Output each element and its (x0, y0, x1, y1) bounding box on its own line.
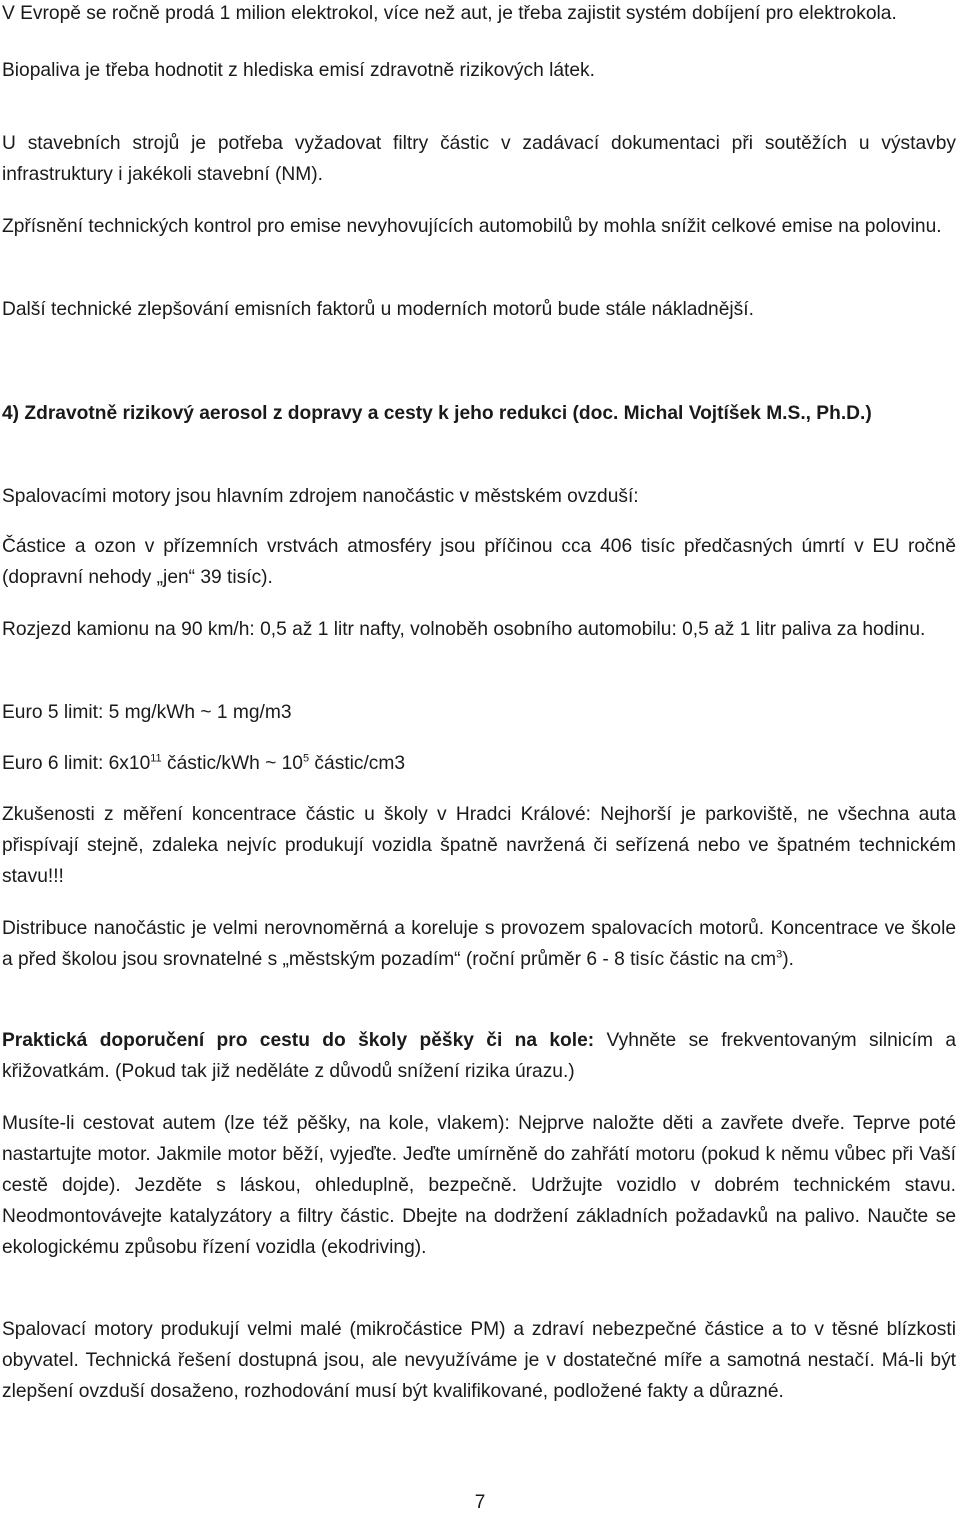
paragraph-technical-inspections: Zpřísnění technických kontrol pro emise nevyhovujících automobilů by mohla snížit celkové emise na polovinu. (2, 216, 942, 237)
paragraph-practical-recommendations (2, 1025, 956, 1087)
recommendations-heading: Praktická doporučení pro cestu do školy pěšky či na kole: (2, 1030, 595, 1051)
paragraph-euro6-limit (2, 748, 956, 779)
paragraph-biofuels: Biopaliva je třeba hodnotit z hlediska emisí zdravotně rizikových látek. (2, 60, 595, 81)
paragraph-distribution (2, 913, 956, 975)
distribution-exponent: 3 (776, 948, 783, 961)
paragraph-school-measurements: Zkušenosti z měření koncentrace částic u školy v Hradci Králové: Nejhorší je parkoviště, ne všechna auta přispívají stejně, zdaleka nejvíc produkují vozidla špatně navržená či seřízená nebo ve špatném technickém stavu!!! (2, 804, 956, 887)
euro6-text-a: Euro 6 limit: 6x10 (2, 753, 151, 774)
page-number: 7 (474, 1492, 486, 1513)
paragraph-fuel-consumption: Rozjezd kamionu na 90 km/h: 0,5 až 1 litr nafty, volnoběh osobního automobilu: 0,5 až 1 litr paliva za hodinu. (2, 619, 926, 640)
euro6-text-b: částic/kWh ~ 10 (161, 753, 303, 774)
euro6-exponent-2: 5 (302, 752, 310, 765)
distribution-text-b: ). (782, 949, 795, 970)
paragraph-premature-deaths: Částice a ozon v přízemních vrstvách atmosféry jsou příčinou cca 406 tisíc předčasných úmrtí v EU ročně (dopravní nehody „jen“ 39 tisíc). (2, 536, 956, 588)
distribution-text-a: Distribuce nanočástic je velmi nerovnoměrná a koreluje s provozem spalovacích motorů. Koncentrace ve škole a před školou jsou srovnatelné s „městským pozadím“ (roční průměr 6 - 8 tisíc částic na cm (2, 918, 956, 970)
paragraph-driving-advice: Musíte-li cestovat autem (lze též pěšky, na kole, vlakem): Nejprve naložte děti a zavřete dveře. Teprve poté nastartujte motor. Jakmile motor běží, vyjeďte. Jeďte umírněně do zahřátí motoru (pokud k němu vůbec při Vaší cestě dojde). Jezděte s láskou, ohleduplně, bezpečně. Udržujte vozidlo v dobrém technickém stavu. Neodmontovávejte katalyzátory a filtry částic. Dbejte na dodržení základních požadavků na palivo. Naučte se ekologickému způsobu řízení vozidla (ekodriving). (2, 1113, 956, 1258)
paragraph-construction-filters: U stavebních strojů je potřeba vyžadovat filtry částic v zadávací dokumentaci při soutěžích u výstavby infrastruktury i jakékoli stavební (NM). (2, 133, 956, 185)
paragraph-nanoparticles-source: Spalovacími motory jsou hlavním zdrojem nanočástic v městském ovzduší: (2, 486, 639, 507)
paragraph-euro5-limit: Euro 5 limit: 5 mg/kWh ~ 1 mg/m3 (2, 702, 292, 723)
euro6-exponent-1: 11 (150, 752, 162, 765)
euro6-text-c: částic/cm3 (309, 753, 406, 774)
paragraph-conclusion: Spalovací motory produkují velmi malé (mikročástice PM) a zdraví nebezpečné částice a to v těsné blízkosti obyvatel. Technická řešení dostupná jsou, ale nevyužíváme je v dostatečné míře a samotná nestačí. Má-li být zlepšení ovzduší dosaženo, rozhodování musí být kvalifikované, podložené fakty a důrazné. (2, 1319, 956, 1402)
recommendations-text: Vyhněte se frekventovaným silnicím a křižovatkám. (Pokud tak již neděláte z důvodů snížení rizika úrazu.) (2, 1030, 957, 1082)
section-heading: 4) Zdravotně rizikový aerosol z dopravy a cesty k jeho redukci (doc. Michal Vojtíšek M.S., Ph.D.) (2, 403, 872, 424)
paragraph-emission-factors: Další technické zlepšování emisních faktorů u moderních motorů bude stále nákladnější. (2, 299, 754, 320)
paragraph-electric-bikes: V Evropě se ročně prodá 1 milion elektrokol, více než aut, je třeba zajistit systém dobíjení pro elektrokola. (2, 3, 897, 24)
